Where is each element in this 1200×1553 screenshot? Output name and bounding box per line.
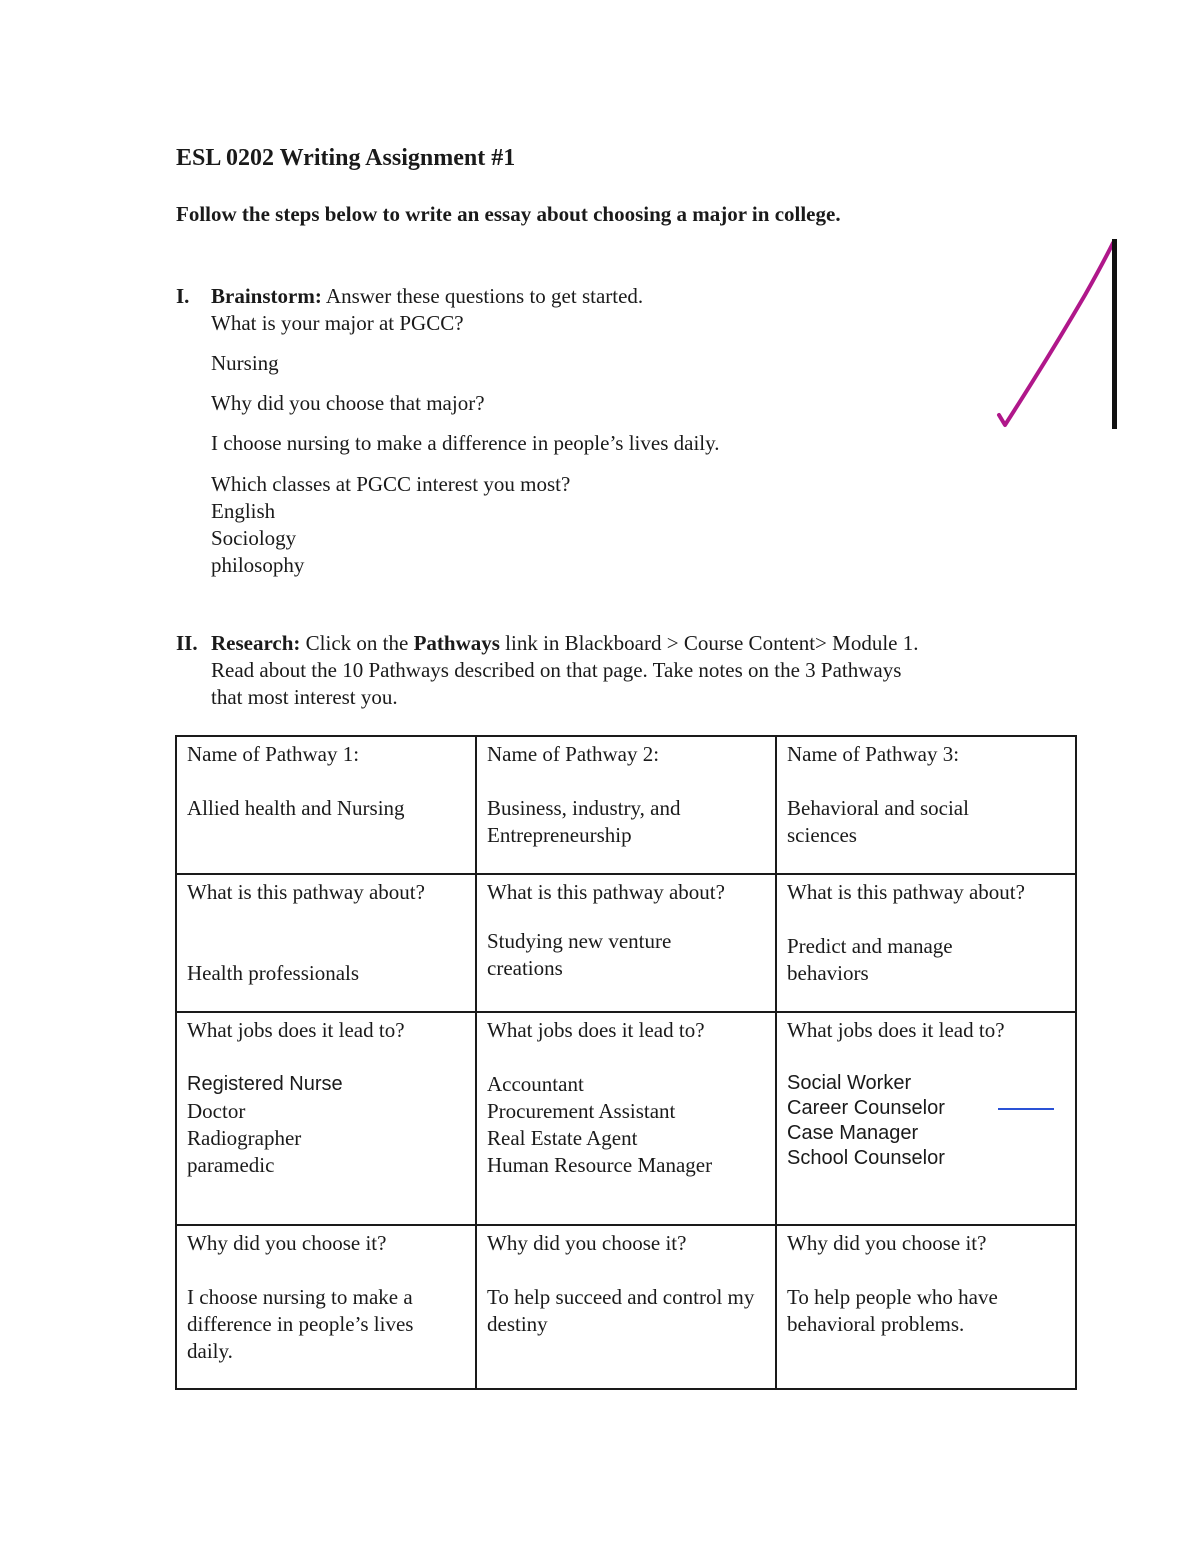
table-cell: [776, 874, 1076, 1012]
cell-answer: Business, industry, and Entrepreneurship: [487, 796, 681, 847]
table-row-name: [176, 736, 1076, 874]
pathways-link-word: Pathways: [413, 631, 500, 655]
table-row-why: [176, 1225, 1076, 1389]
job-item: Registered Nurse: [187, 1073, 343, 1095]
table-cell: [176, 736, 476, 874]
section-2-number: II.: [176, 631, 198, 655]
job-item: paramedic: [187, 1153, 275, 1177]
table-cell: [476, 736, 776, 874]
job-item: Case Manager: [787, 1122, 919, 1144]
job-item: Radiographer: [187, 1126, 302, 1150]
question-major: What is your major at PGCC?: [211, 311, 464, 335]
table-cell: [176, 874, 476, 1012]
job-item: Career Counselor: [787, 1097, 945, 1119]
cell-question: Why did you choose it?: [787, 1231, 987, 1255]
cell-question: Name of Pathway 2:: [487, 742, 660, 766]
table-cell: [776, 736, 1076, 874]
cell-answer: To help succeed and control my destiny: [487, 1285, 755, 1336]
section-1-brainstorm: [211, 283, 1011, 579]
answer-major: Nursing: [211, 351, 279, 375]
cell-question: What is this pathway about?: [487, 880, 725, 904]
answer-why-major: I choose nursing to make a difference in people’s lives daily.: [211, 431, 720, 455]
cell-question: What jobs does it lead to?: [487, 1018, 705, 1042]
answer-class-item: English: [211, 499, 276, 523]
section-1-intro: Answer these questions to get started.: [321, 284, 644, 308]
table-row-jobs: [176, 1012, 1076, 1225]
table-row-about: [176, 874, 1076, 1012]
cell-question: Why did you choose it?: [487, 1231, 687, 1255]
table-cell: [476, 1012, 776, 1225]
answer-class-item: philosophy: [211, 553, 305, 577]
job-item: Procurement Assistant: [487, 1099, 676, 1123]
table-cell: [776, 1012, 1076, 1225]
cell-answer: Health professionals: [187, 961, 360, 985]
section-2-line-3: that most interest you.: [211, 685, 398, 709]
job-item: School Counselor: [787, 1147, 945, 1169]
checkmark-icon: [990, 235, 1130, 435]
vertical-bar-mark: [1112, 239, 1117, 429]
cell-answer: Allied health and Nursing: [187, 796, 405, 820]
job-item: Accountant: [487, 1072, 584, 1096]
job-item: Social Worker: [787, 1072, 912, 1094]
section-2-text-after: link in Blackboard > Course Content> Module 1.: [499, 631, 919, 655]
section-2-line-2: Read about the 10 Pathways described on that page. Take notes on the 3 Pathways: [211, 658, 902, 682]
table-cell: [176, 1225, 476, 1389]
pathway-table: [175, 735, 1077, 1390]
question-classes: Which classes at PGCC interest you most?: [211, 472, 571, 496]
job-item: Doctor: [187, 1099, 246, 1123]
cell-answer: Studying new venture creations: [487, 929, 672, 980]
cell-question: What jobs does it lead to?: [187, 1018, 405, 1042]
question-why-major: Why did you choose that major?: [211, 391, 485, 415]
table-cell: [776, 1225, 1076, 1389]
cell-question: Name of Pathway 3:: [787, 742, 960, 766]
job-item: Human Resource Manager: [487, 1153, 713, 1177]
cell-question: What jobs does it lead to?: [787, 1018, 1005, 1042]
blue-underline-mark: [998, 1108, 1054, 1110]
cell-question: Why did you choose it?: [187, 1231, 387, 1255]
cell-question: Name of Pathway 1:: [187, 742, 360, 766]
cell-answer: I choose nursing to make a difference in people’s lives daily.: [187, 1285, 414, 1363]
answer-class-item: Sociology: [211, 526, 297, 550]
table-cell: [476, 874, 776, 1012]
checkmark-stroke: [999, 243, 1113, 425]
section-1-number: I.: [176, 284, 190, 308]
section-2-text-before: Click on the: [300, 631, 414, 655]
page-subtitle: Follow the steps below to write an essay about choosing a major in college.: [176, 202, 841, 226]
cell-question: What is this pathway about?: [787, 880, 1025, 904]
cell-question: What is this pathway about?: [187, 880, 425, 904]
cell-answer: Predict and manage behaviors: [787, 934, 953, 985]
job-item: Real Estate Agent: [487, 1126, 638, 1150]
table-cell: [476, 1225, 776, 1389]
section-1-heading-line: [211, 283, 1011, 310]
section-1-heading: Brainstorm:: [211, 284, 322, 308]
section-2-line-1: [211, 630, 1011, 657]
section-2-heading: Research:: [211, 631, 301, 655]
section-2-research: [211, 630, 1011, 711]
page-title: ESL 0202 Writing Assignment #1: [176, 145, 516, 171]
cell-answer: To help people who have behavioral problems.: [787, 1285, 998, 1336]
table-cell: [176, 1012, 476, 1225]
cell-answer: Behavioral and social sciences: [787, 796, 969, 847]
